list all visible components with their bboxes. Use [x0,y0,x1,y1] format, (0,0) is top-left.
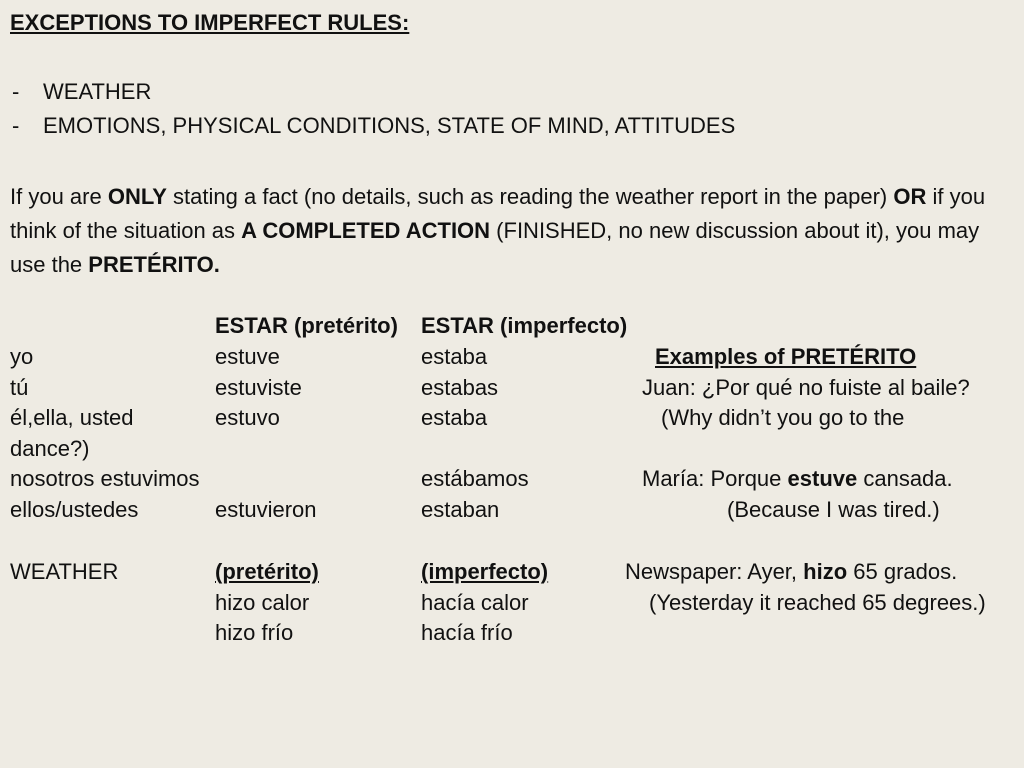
newspaper-text: 65 grados. [847,559,958,584]
weather-imperfecto-calor: hacía calor [421,590,529,615]
para-emphasis-completed-action: A COMPLETED ACTION [241,218,491,243]
weather-preterito-frio: hizo frío [215,620,294,645]
weather-header-preterito: (pretérito) [215,559,319,584]
para-text: if you think of the situation as [10,184,986,243]
bullet-marker: - [12,113,20,138]
estar-preterito-ellos: estuvieron [215,497,317,522]
bullet-text: WEATHER [43,79,152,104]
para-text: If you are [10,184,108,209]
estar-pronoun-ellos: ellos/ustedes [10,497,139,522]
estar-pronoun-nosotros: nosotros estuvimos [10,466,200,491]
weather-imperfecto-frio: hacía frío [421,620,513,645]
explanation-paragraph [10,180,1010,282]
para-text: (FINISHED, no new discussion about it), you may use the [10,218,980,277]
estar-imperfecto-ellos: estaban [421,497,500,522]
example-maria-translation: (Because I was tired.) [727,497,940,522]
estar-preterito-tu: estuviste [215,375,302,400]
weather-header-imperfecto: (imperfecto) [421,559,549,584]
estar-imperfecto-nosotros: estábamos [421,466,529,491]
page-title: EXCEPTIONS TO IMPERFECT RULES: [10,10,410,35]
bullet-marker: - [12,79,20,104]
maria-text: María: Porque [642,466,788,491]
estar-pronoun-tu: tú [10,375,29,400]
para-emphasis-preterito: PRETÉRITO. [88,252,220,277]
newspaper-emphasis: hizo [803,559,848,584]
example-juan-translation: (Why didn’t you go to the [661,405,905,430]
weather-newspaper-translation: (Yesterday it reached 65 degrees.) [649,590,986,615]
estar-preterito-yo: estuve [215,344,280,369]
para-text: stating a fact (no details, such as reading the weather report in the paper) [166,184,894,209]
estar-pronoun-el: él,ella, usted [10,405,134,430]
example-maria-answer [642,466,953,492]
estar-imperfecto-el: estaba [421,405,488,430]
maria-emphasis: estuve [787,466,858,491]
estar-imperfecto-tu: estabas [421,375,499,400]
estar-pronoun-yo: yo [10,344,34,369]
weather-preterito-calor: hizo calor [215,590,310,615]
weather-newspaper-example [625,559,957,585]
bullet-text: EMOTIONS, PHYSICAL CONDITIONS, STATE OF MIND, ATTITUDES [43,113,736,138]
example-juan-translation-wrap: dance?) [10,436,90,461]
estar-header-preterito: ESTAR (pretérito) [215,313,398,338]
estar-header-imperfecto: ESTAR (imperfecto) [421,313,628,338]
weather-label: WEATHER [10,559,119,584]
estar-preterito-el: estuvo [215,405,280,430]
maria-text: cansada. [857,466,953,491]
para-emphasis-or: OR [893,184,927,209]
newspaper-text: Newspaper: Ayer, [625,559,804,584]
para-emphasis-only: ONLY [107,184,167,209]
example-juan-question: Juan: ¿Por qué no fuiste al baile? [642,375,970,400]
estar-imperfecto-yo: estaba [421,344,488,369]
examples-title: Examples of PRETÉRITO [655,344,917,369]
